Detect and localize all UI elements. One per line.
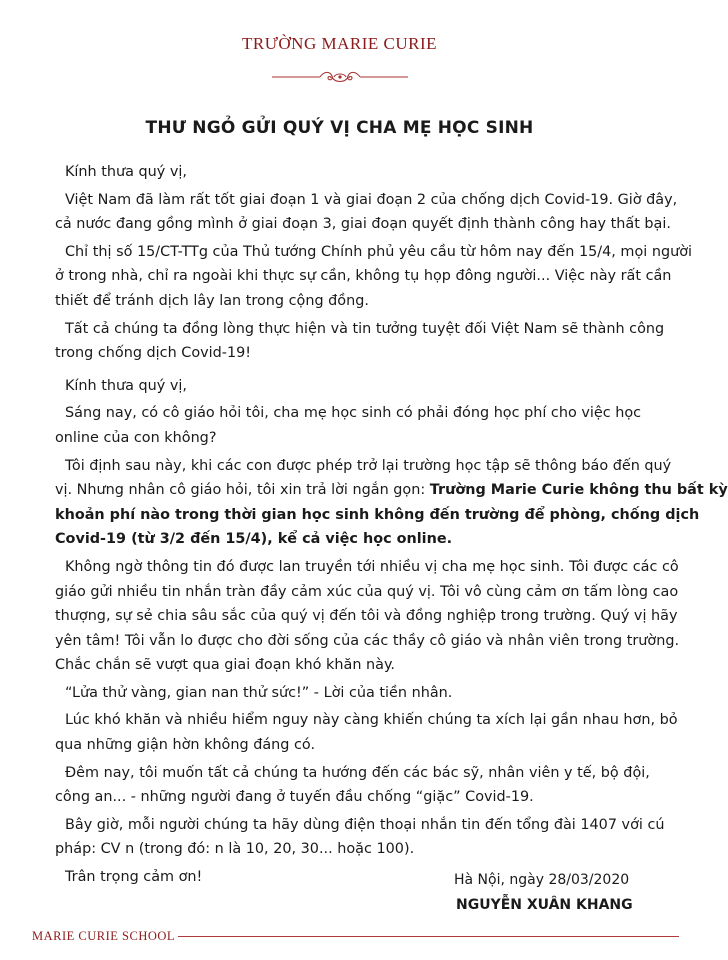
letter-title: THƯ NGỎ GỬI QUÝ VỊ CHA MẸ HỌC SINH bbox=[145, 118, 534, 138]
footer-divider bbox=[178, 936, 679, 937]
highlight-line: khoản phí nào trong thời gian học sinh không đến trường để phòng, chống dịch bbox=[55, 506, 700, 523]
paragraph-line: Lúc khó khăn và nhiều hiểm nguy này càng khiến chúng ta xích lại gần nhau hơn, bỏ bbox=[65, 712, 678, 729]
paragraph-4 bbox=[55, 401, 642, 450]
paragraph-2 bbox=[55, 240, 692, 314]
highlight-line: Covid-19 (từ 3/2 đến 15/4), kể cả việc học online. bbox=[55, 531, 453, 548]
letter-body bbox=[55, 160, 728, 893]
paragraph-line: Đêm nay, tôi muốn tất cả chúng ta hướng đến các bác sỹ, nhân viên y tế, bộ đội, bbox=[65, 764, 650, 781]
paragraph-line: thượng, sự sẻ chia sâu sắc của quý vị đến tôi và đồng nghiệp trong trường. Quý vị hãy bbox=[55, 608, 678, 625]
paragraph-7-quote: “Lửa thử vàng, gian nan thử sức!” - Lời của tiền nhân. bbox=[65, 684, 453, 701]
paragraph-line: cả nước đang gồng mình ở giai đoạn 3, giai đoạn quyết định thành công hay thất bại. bbox=[55, 216, 671, 233]
paragraph-line: Không ngờ thông tin đó được lan truyền tới nhiều vị cha mẹ học sinh. Tôi được các cô bbox=[65, 558, 679, 575]
paragraph-line: ở trong nhà, chỉ ra ngoài khi thực sự cần, không tụ họp đông người... Việc này rất cần bbox=[55, 268, 672, 285]
paragraph-10 bbox=[55, 813, 665, 862]
paragraph-line: pháp: CV n (trong đó: n là 10, 20, 30... hoặc 100). bbox=[55, 841, 415, 858]
paragraph-text: vị. Nhưng nhân cô giáo hỏi, tôi xin trả lời ngắn gọn: bbox=[55, 482, 430, 499]
paragraph-line: Bây giờ, mỗi người chúng ta hãy dùng điện thoại nhắn tin đến tổng đài 1407 với cú bbox=[65, 816, 665, 833]
paragraph-line: thiết để tránh dịch lây lan trong cộng đồng. bbox=[55, 292, 369, 309]
paragraph-line: Chắc chắn sẽ vượt qua giai đoạn khó khăn này. bbox=[55, 657, 396, 674]
paragraph-line: Tất cả chúng ta đồng lòng thực hiện và tin tưởng tuyệt đối Việt Nam sẽ thành công bbox=[65, 320, 665, 337]
paragraph-8 bbox=[55, 708, 678, 757]
paragraph-line: Chỉ thị số 15/CT-TTg của Thủ tướng Chính phủ yêu cầu từ hôm nay đến 15/4, mọi người bbox=[65, 243, 692, 260]
paragraph-6 bbox=[55, 555, 680, 678]
place-date: Hà Nội, ngày 28/03/2020 bbox=[454, 872, 630, 888]
paragraph-5 bbox=[55, 454, 728, 552]
paragraph-line: trong chống dịch Covid-19! bbox=[55, 345, 252, 362]
greeting-1: Kính thưa quý vị, bbox=[65, 164, 187, 180]
paragraph-9 bbox=[55, 761, 650, 810]
closing-line: Trân trọng cảm ơn! bbox=[65, 869, 203, 886]
paragraph-line: công an... - những người đang ở tuyến đầu chống “giặc” Covid-19. bbox=[55, 789, 534, 806]
paragraph-1 bbox=[55, 188, 678, 237]
paragraph-line: Sáng nay, có cô giáo hỏi tôi, cha mẹ học sinh có phải đóng học phí cho việc học bbox=[65, 405, 642, 422]
paragraph-line: yên tâm! Tôi vẫn lo được cho đời sống của các thầy cô giáo và nhân viên trong trường. bbox=[55, 632, 680, 649]
letterhead bbox=[0, 34, 679, 54]
paragraph-line: qua những giận hờn không đáng có. bbox=[55, 737, 316, 754]
paragraph-line: online của con không? bbox=[55, 429, 217, 446]
greeting-2: Kính thưa quý vị, bbox=[65, 377, 187, 394]
ornament-divider-icon bbox=[272, 68, 408, 86]
school-name: TRƯỜNG MARIE CURIE bbox=[241, 34, 438, 53]
highlight-text: Trường Marie Curie không thu bất kỳ bbox=[429, 482, 728, 499]
signer-name: NGUYỄN XUÂN KHANG bbox=[456, 897, 633, 913]
paragraph-line: Việt Nam đã làm rất tốt giai đoạn 1 và giai đoạn 2 của chống dịch Covid-19. Giờ đây, bbox=[65, 191, 678, 208]
footer-school-name: MARIE CURIE SCHOOL bbox=[32, 929, 176, 943]
paragraph-line: giáo gửi nhiều tin nhắn tràn đầy cảm xúc của quý vị. Tôi vô cùng cảm ơn tấm lòng cao bbox=[55, 583, 679, 600]
paragraph-line: Tôi định sau này, khi các con được phép trở lại trường học tập sẽ thông báo đến quý bbox=[65, 457, 672, 474]
paragraph-3 bbox=[55, 317, 665, 366]
paragraph-line-mixed bbox=[54, 478, 728, 503]
